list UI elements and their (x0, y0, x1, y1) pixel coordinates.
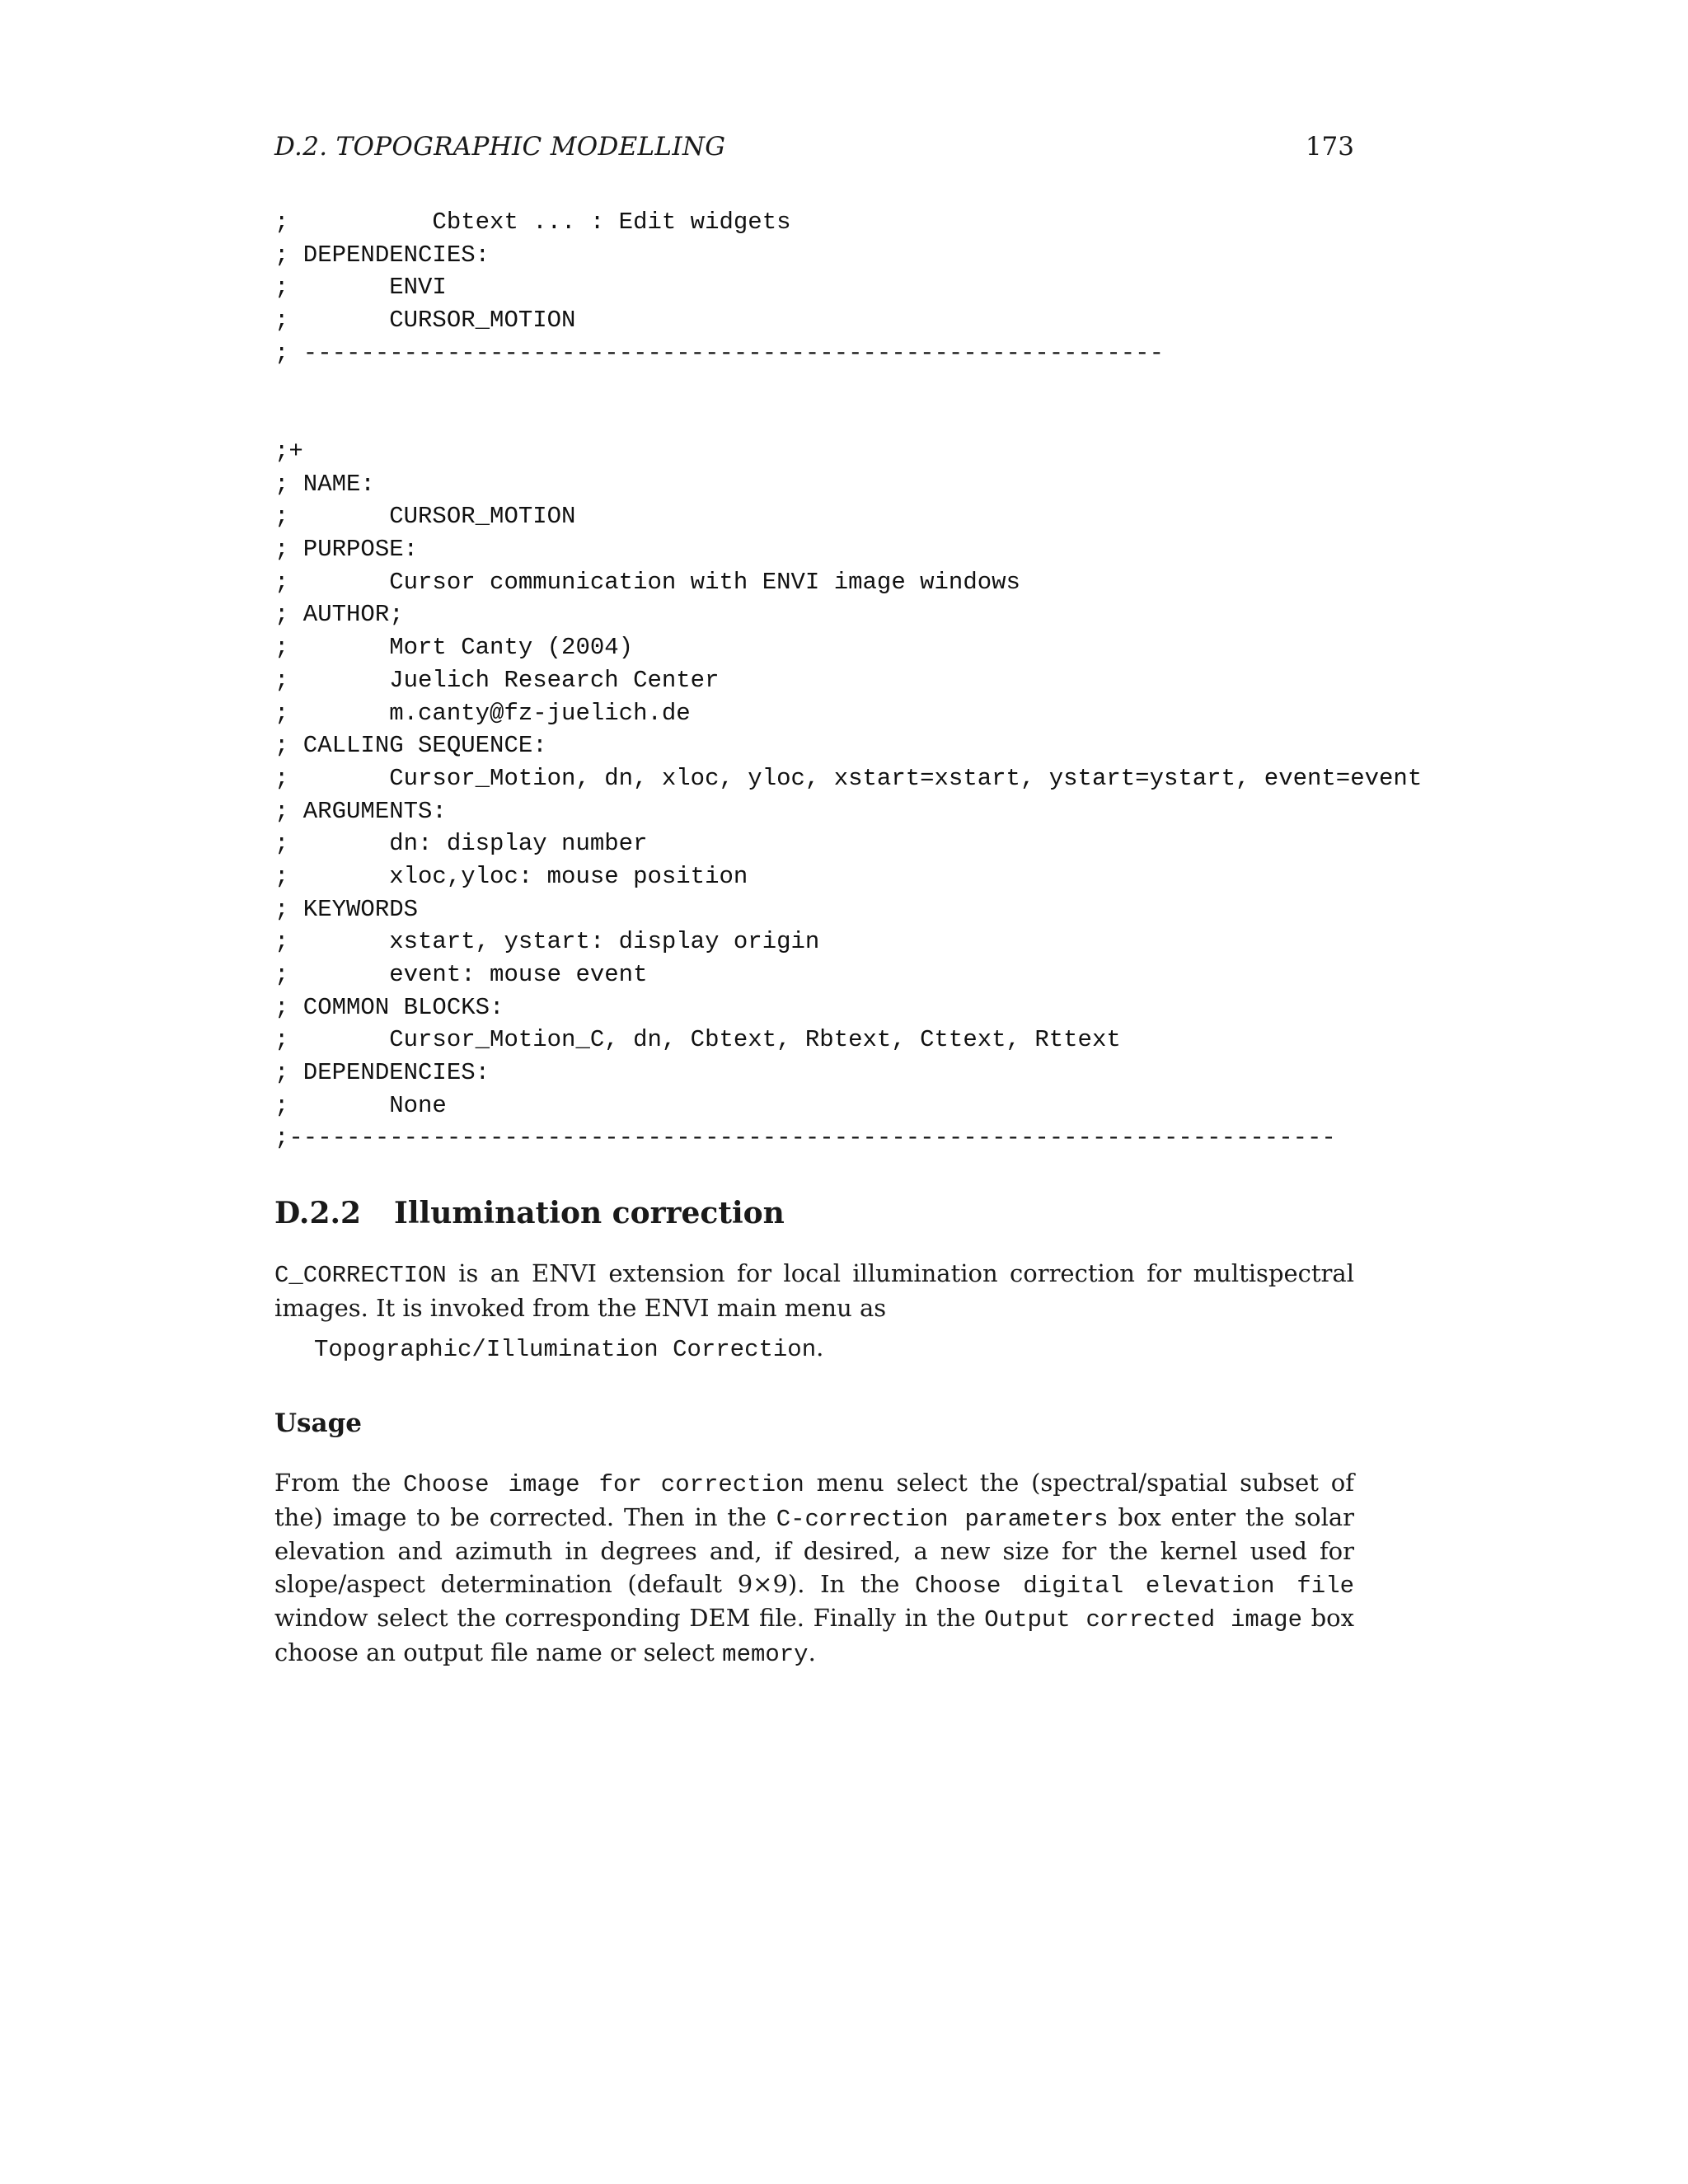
usage-text: From the (274, 1469, 404, 1497)
usage-text: window select the corresponding DEM file. Finally in the (274, 1604, 985, 1632)
code-line: ; NAME: (274, 470, 375, 498)
intro-text: is an ENVI extension for local illumination correction for multispectral images. It is invoked from the ENVI main menu as (274, 1259, 1354, 1322)
code-line: ; AUTHOR; (274, 601, 404, 629)
code-line: ; xloc,yloc: mouse position (274, 862, 748, 890)
menu-path-text: Topographic/Illumination Correction (314, 1336, 817, 1363)
usage-code: memory (722, 1640, 809, 1668)
code-line: ; event: mouse event (274, 961, 648, 988)
code-line: ; CURSOR_MOTION (274, 503, 576, 531)
usage-text: box enter the solar elevation and azimuth in degrees and, if desired, a new size for the kernel used for slope/aspect determination (default 9×9). In the (274, 1502, 1354, 1598)
code-line: ; ARGUMENTS: (274, 797, 447, 825)
usage-code: Choose digital elevation file (915, 1572, 1354, 1600)
code-line: ; Mort Canty (2004) (274, 634, 634, 662)
intro-paragraph (274, 1258, 1354, 1324)
code-line: ; Cbtext ... : Edit widgets (274, 209, 791, 236)
subsection-number: D.2.2 (274, 1196, 362, 1230)
usage-paragraph (274, 1467, 1354, 1671)
usage-text: box choose an output file name or select (274, 1604, 1354, 1666)
code-line: ; DEPENDENCIES: (274, 241, 490, 269)
code-line: ; None (274, 1091, 447, 1119)
code-line: ;------------------------------------------------------------------------- (274, 1124, 1336, 1152)
code-line: ;+ (274, 438, 303, 465)
usage-text: . (808, 1638, 816, 1666)
menu-path (314, 1332, 823, 1366)
code-line: ; dn: display number (274, 830, 648, 858)
c-correction-keyword: C_CORRECTION (274, 1262, 447, 1289)
code-block-top (274, 206, 1164, 369)
code-line: ; Cursor communication with ENVI image windows (274, 568, 1020, 596)
code-line: ; KEYWORDS (274, 895, 419, 923)
running-header (274, 129, 1354, 165)
usage-heading: Usage (274, 1408, 362, 1438)
usage-code: Choose image for correction (403, 1471, 804, 1498)
code-line: ; DEPENDENCIES: (274, 1059, 490, 1087)
subsection-heading (274, 1192, 785, 1235)
header-section-ref: D.2. TOPOGRAPHIC MODELLING (274, 132, 726, 162)
usage-code: C-correction parameters (776, 1505, 1109, 1533)
code-line: ; ENVI (274, 274, 447, 302)
code-line: ; CURSOR_MOTION (274, 307, 576, 335)
code-line: ; COMMON BLOCKS: (274, 993, 504, 1021)
page-number: 173 (1305, 132, 1354, 162)
code-line: ; xstart, ystart: display origin (274, 928, 820, 956)
code-line: ; CALLING SEQUENCE: (274, 732, 547, 760)
subsection-title: Illumination correction (394, 1196, 785, 1230)
usage-code: Output corrected image (984, 1606, 1302, 1633)
code-line: ; ------------------------------------------------------------ (274, 339, 1164, 367)
code-line: ; Cursor_Motion, dn, xloc, yloc, xstart=xstart, ystart=ystart, event=event (274, 764, 1423, 792)
code-line: ; Cursor_Motion_C, dn, Cbtext, Rbtext, Cttext, Rttext (274, 1026, 1121, 1054)
code-block-cursor-motion (274, 435, 1422, 1155)
code-line: ; PURPOSE: (274, 536, 419, 564)
code-line: ; Juelich Research Center (274, 666, 720, 694)
code-line: ; m.canty@fz-juelich.de (274, 699, 691, 727)
usage-text: menu select the (spectral/spatial subset of the) image to be corrected. Then in the (274, 1469, 1354, 1531)
menu-path-period: . (816, 1333, 824, 1361)
